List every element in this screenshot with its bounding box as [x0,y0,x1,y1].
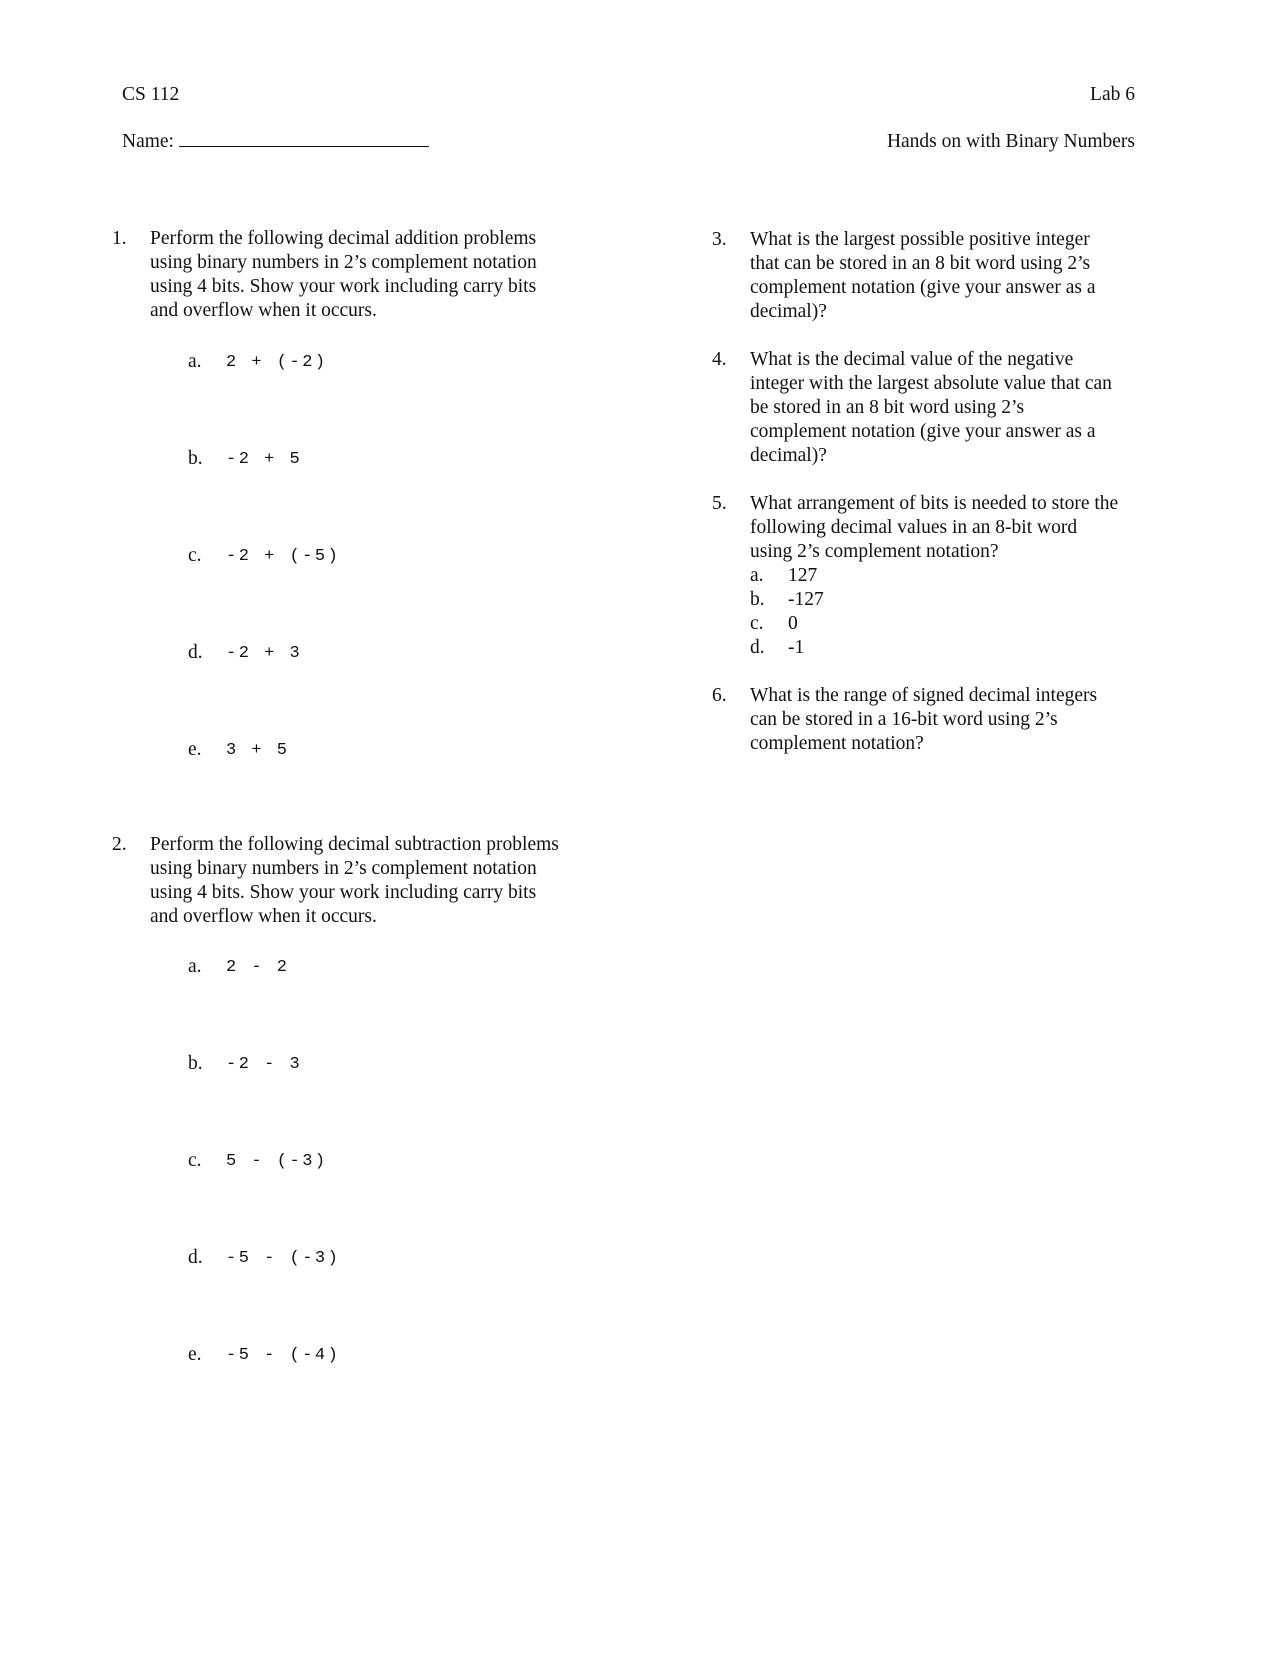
option-letter: d. [750,637,765,658]
question-line: be stored in an 8 bit word using 2’s [750,397,1025,418]
problem-letter: d. [188,1247,203,1268]
question-line: complement notation? [750,733,924,754]
problem-expression: 2 - 2 [226,958,290,977]
lab-label: Lab 6 [1090,84,1135,105]
question-line: What arrangement of bits is needed to store the [750,493,1119,514]
problem-expression: -5 - (-3) [226,1249,341,1268]
question-line: What is the decimal value of the negative [750,349,1074,370]
problem-letter: a. [188,956,202,977]
problem-expression: -2 + 3 [226,644,303,663]
question-line: using binary numbers in 2’s complement notation [150,252,537,273]
question-number: 6. [712,685,727,706]
question-line: and overflow when it occurs. [150,300,377,321]
problem-expression: -2 + 5 [226,450,303,469]
question-number: 5. [712,493,727,514]
question-line: Perform the following decimal subtraction problems [150,834,559,855]
question-line: can be stored in a 16-bit word using 2’s [750,709,1058,730]
question-line: What is the largest possible positive integer [750,229,1090,250]
question-line: using 4 bits. Show your work including carry bits [150,882,537,903]
question-number: 2. [112,834,127,855]
problem-letter: c. [188,1150,202,1171]
question-line: Perform the following decimal addition problems [150,228,537,249]
question-text [150,833,559,929]
option-letter: a. [750,565,764,586]
problem-letter: e. [188,739,202,760]
option-value: -1 [788,637,805,658]
problem-expression: -2 - 3 [226,1055,303,1074]
question-line: decimal)? [750,301,827,322]
option-letter: c. [750,613,764,634]
question-line: What is the range of signed decimal integers [750,685,1098,706]
question-line: using 2’s complement notation? [750,541,999,562]
question-line: and overflow when it occurs. [150,906,377,927]
question-line: complement notation (give your answer as a [750,277,1096,298]
course-label: CS 112 [122,84,180,105]
option-value: 0 [788,613,798,634]
problem-expression: -2 + (-5) [226,547,341,566]
question-number: 1. [112,228,127,249]
problem-letter: d. [188,642,203,663]
option-letter: b. [750,589,765,610]
problem-letter: b. [188,1053,203,1074]
option-value: -127 [788,589,824,610]
question-text [150,227,537,323]
question-text [750,492,1118,564]
question-text [750,684,1097,756]
question-line: complement notation (give your answer as a [750,421,1096,442]
problem-expression: -5 - (-4) [226,1346,341,1365]
problem-expression: 2 + (-2) [226,353,328,372]
question-line: integer with the largest absolute value that can [750,373,1112,394]
question-number: 3. [712,229,727,250]
question-line: using binary numbers in 2’s complement notation [150,858,537,879]
question-line: using 4 bits. Show your work including carry bits [150,276,537,297]
problem-letter: e. [188,1344,202,1365]
problem-letter: a. [188,351,202,372]
option-value: 127 [788,565,818,586]
question-number: 4. [712,349,727,370]
name-field [122,130,429,154]
name-blank-line [179,130,429,147]
question-text [750,228,1095,324]
question-line: decimal)? [750,445,827,466]
question-line: following decimal values in an 8-bit word [750,517,1078,538]
question-line: that can be stored in an 8 bit word using 2’s [750,253,1091,274]
problem-expression: 3 + 5 [226,741,290,760]
problem-letter: b. [188,448,203,469]
question-text [750,348,1112,468]
problem-expression: 5 - (-3) [226,1152,328,1171]
subtitle: Hands on with Binary Numbers [886,131,1135,152]
name-label: Name: [122,131,174,152]
problem-letter: c. [188,545,202,566]
